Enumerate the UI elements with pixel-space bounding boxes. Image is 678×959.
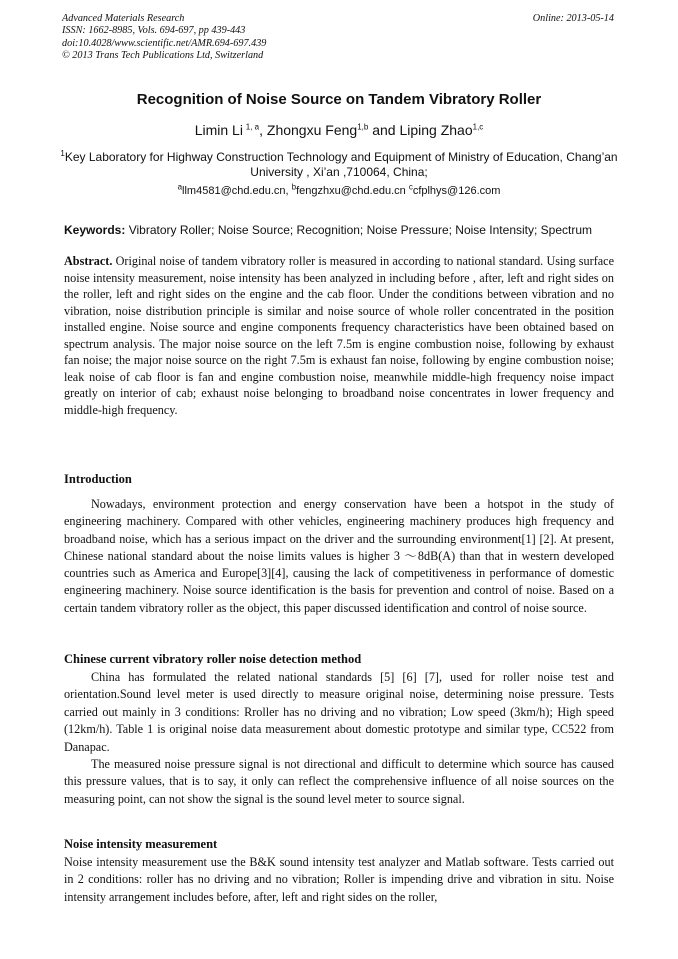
- detection-method-paragraph: The measured noise pressure signal is not directional and difficult to determine which source has caused this pressure values, that is to say, it only can reflect the comprehensive influence of all noise sources on the measuring point, can not show the signal is the sound level meter to source signal.: [64, 757, 614, 806]
- author-name: Zhongxu Feng: [266, 122, 358, 138]
- section-heading-introduction: Introduction: [64, 472, 132, 486]
- author-separator: ,: [259, 122, 267, 138]
- keywords: [64, 223, 624, 237]
- keywords-label: Keywords:: [64, 223, 126, 237]
- keywords-text: Vibratory Roller; Noise Source; Recognition; Noise Pressure; Noise Intensity; Spectrum: [125, 223, 593, 237]
- author-name: Liping Zhao: [399, 122, 473, 138]
- journal-copyright: © 2013 Trans Tech Publications Ltd, Switzerland: [62, 49, 264, 61]
- affiliation-superscript: 1: [60, 149, 65, 158]
- author-name: Limin Li: [194, 122, 243, 138]
- affiliation-text: Key Laboratory for Highway Construction Technology and Equipment of Ministry of Education, Chang’an University , Xi’an ,710064, China;: [64, 150, 618, 179]
- author-superscript: 1,b: [357, 122, 369, 132]
- abstract-text: Original noise of tandem vibratory roller is measured in according to national standard. Using surface noise intensity measurement, noise intensity has been analyzed in including before , after, left and right sides on the roller, left and right sides on the engine and the cab floor. Under the conditions between vibration and no vibration, noise distribution principle is similar and noise source of whole roller concentrated in the position installed engine. Noise source and engine components frequency characteristics have been obtained based on spectrum analysis. The major noise source on the left 7.5m is engine combustion noise, following by exhaust fan noise; the major noise source on the right 7.5m is exhaust fan noise, following by engine combustion noise; leak noise of cab floor is fan and engine combustion noise, meanwhile middle-high frequency noise impact greatly on interior of cab; exhaust noise belonging to broadband noise concentrates in lower frequency and middle-high frequency.: [64, 254, 614, 417]
- abstract-label: Abstract.: [64, 254, 113, 268]
- journal-name: Advanced Materials Research: [62, 13, 185, 24]
- journal-header: [62, 13, 266, 62]
- email-address: llm4581@chd.edu.cn,: [182, 185, 292, 197]
- section-heading-detection-method: Chinese current vibratory roller noise detection method: [64, 652, 362, 666]
- noise-intensity-paragraph: Noise intensity measurement use the B&K sound intensity test analyzer and Matlab software. Tests carried out in 2 conditions: roller has no driving and no vibration; Roller is impending drive and vibration in situ. Noise intensity arrangement includes before, after, left and right sides on the roller,: [64, 855, 614, 904]
- author-superscript: 1, a: [245, 122, 260, 132]
- journal-doi: doi:10.4028/www.scientific.net/AMR.694-697.439: [62, 37, 267, 49]
- detection-method-paragraph: China has formulated the related national standards [5] [6] [7], used for roller noise test and orientation.Sound level meter is used directly to measure original noise, determining noise pressure. Tests carried out mainly in 3 conditions: Rroller has no driving and no vibration; Low speed (3km/h); High speed (12km/h). Table 1 is original noise data measurement about domestic prototype and similar type, CC522 from Danapac.: [64, 670, 614, 754]
- author-superscript: 1,c: [472, 122, 484, 132]
- email-address: fengzhxu@chd.edu.cn: [296, 185, 409, 197]
- journal-issn: ISSN: 1662-8985, Vols. 694-697, pp 439-443: [62, 25, 246, 37]
- email-superscript: b: [291, 182, 297, 192]
- email-superscript: c: [408, 182, 413, 192]
- abstract: [64, 253, 614, 418]
- affiliation: [60, 150, 618, 180]
- email-superscript: a: [177, 182, 183, 192]
- section-heading-noise-intensity: Noise intensity measurement: [64, 837, 218, 851]
- online-date: Online: 2013-05-14: [532, 13, 614, 24]
- email-address: cfplhys@126.com: [412, 185, 501, 197]
- author-separator: and: [368, 122, 400, 138]
- email-list: [0, 182, 678, 197]
- author-list: [0, 122, 678, 138]
- paper-title: Recognition of Noise Source on Tandem Vibratory Roller: [136, 91, 542, 108]
- introduction-paragraph: Nowadays, environment protection and energy conservation have been a hotspot in the study of engineering machinery. Compared with other vehicles, engineering machinery produces high frequency and broadband noise, which has a serious impact on the driver and the surrounding environment[1] [2]. At present, Chinese national standard about the noise limits values is higher 3 ～8dB(A) than that in western developed countries such as America and Europe[3][4], causing the lack of competitiveness in performance of domestic engineering machinery. Noise source identification is the basis for prevention and control of noise. Based on a certain tandem vibratory roller as the object, this paper discussed identification and control of noise source.: [64, 497, 614, 615]
